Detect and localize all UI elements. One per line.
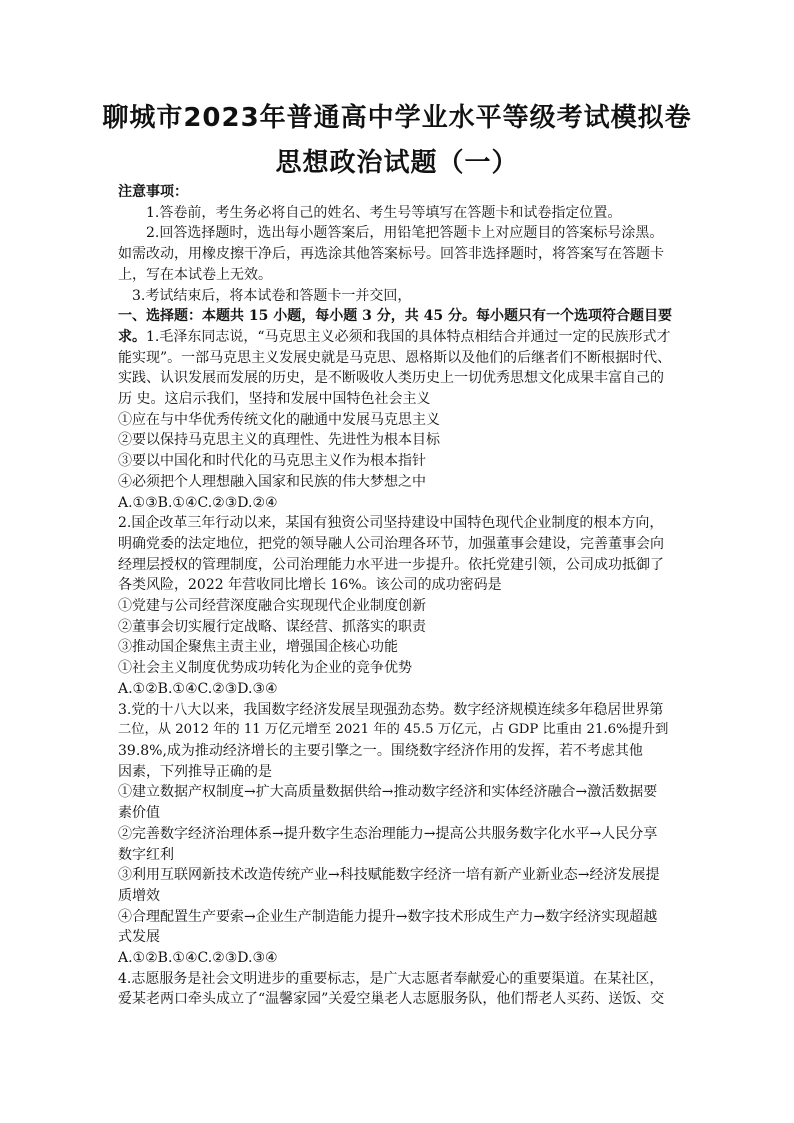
q2-line-1: 2.国企改革三年行动以来，某国有独资公司坚持建设中国特色现代企业制度的根本方向， [118, 515, 664, 532]
q3-option-4-line-2: 式发展 [118, 929, 160, 946]
exam-title: 聊城市2023年普通高中学业水平等级考试模拟卷 [102, 103, 692, 133]
q3-option-3-line-1: ③利用互联网新技术改造传统产业→科技赋能数字经济一培有新产业新业态→经济发展提 [118, 867, 660, 884]
q1-option-1: ①应在与中华优秀传统文化的融通中发展马克思主义 [118, 411, 440, 428]
section-1-heading-end: 求。 [118, 328, 146, 345]
q4-line-1: 4.志愿服务是社会文明进步的重要标志，是广大志愿者奉献爱心的重要渠道。在某社区， [118, 970, 664, 987]
q2-option-2: ②董事会切实履行定战略、谋经营、抓落实的职责 [118, 618, 426, 635]
q1-line-2: 能实现”。一部马克思主义发展史就是马克思、恩格斯以及他们的后继者们不断根据时代、 [118, 349, 672, 366]
notice-heading: 注意事项： [118, 184, 188, 200]
q3-line-2: 二位，从 2012 年的 11 万亿元增至 2021 年的 45.5 万亿元，占 GDP 比重由 21.6%提升到 [118, 722, 669, 738]
q2-line-4: 各类风险，2022 年营收同比增长 16%。该公司的成功密码是 [118, 577, 502, 594]
q3-line-3: 39.8%,成为推动经济增长的主要引擎之一。围绕数字经济作用的发挥，若不考虑其他 [118, 742, 643, 759]
notice-item-1: 1.答卷前，考生务必将自己的姓名、考生号等填写在答题卡和试卷指定位置。 [146, 204, 622, 221]
section-1-heading: 一、选择题：本题共 15 小题，每小题 3 分，共 45 分。每小题只有一个选项符合题目要 [118, 308, 672, 325]
notice-item-3: 3.考试结束后，将本试卷和答题卡一并交回， [132, 287, 412, 304]
q2-option-3: ③推动国企聚焦主责主业，增强国企核心功能 [118, 639, 398, 656]
q1-line-1 [118, 327, 678, 348]
q1-option-3: ③要以中国化和时代化的马克思主义作为根本指针 [118, 453, 426, 470]
q3-option-4-line-1: ④合理配置生产要索→企业生产制造能力提升→数字技术形成生产力→数字经济实现超越 [118, 908, 658, 925]
exam-subtitle: 思想政治试题（一） [275, 148, 519, 178]
exam-body [118, 182, 678, 1010]
q1-option-4: ④必须把个人理想融入国家和民族的伟大梦想之中 [118, 473, 426, 490]
q4-line-2: 爱某老两口牵头成立了“温馨家园”关爱空巢老人志愿服务队，他们帮老人买药、送饭、交 [118, 991, 665, 1008]
q1-option-2: ②要以保持马克思主义的真理性、先进性为根本目标 [118, 432, 440, 449]
notice-item-2-line-2: 如需改动，用橡皮擦干净后，再选涂其他答案标号。回答非选择题时，将答案写在答题卡 [118, 246, 664, 263]
q2-option-4: ①社会主义制度优势成功转化为企业的竞争优势 [118, 660, 412, 677]
q1-line-4: 历 史。这启示我们，坚持和发展中国特色社会主义 [118, 391, 431, 408]
q3-line-1: 3.党的十八大以来，我国数字经济发展呈现强劲态势。数字经济规模连续多年稳居世界第 [118, 701, 664, 718]
q3-choices: A.①②B.①④C.②③D.③④ [118, 950, 278, 967]
q3-option-2-line-1: ②完善数字经济治理体系→提升数字生态治理能力→提高公共服务数字化水平→人民分享 [118, 825, 658, 842]
q3-option-1-line-1: ①建立数据产权制度→扩大高质量数据供给→推动数字经济和实体经济融合→激活数据要 [118, 784, 658, 801]
q2-option-1: ①党建与公司经营深度融合实现现代企业制度创新 [118, 598, 426, 615]
q3-line-4: 因素，下列推导正确的是 [118, 763, 272, 780]
q1-choices: A.①③B.①④C.②③D.②④ [118, 494, 278, 511]
q2-line-2: 明确党委的法定地位，把党的领导融人公司治理各环节，加强董事会建设，完善董事会向 [118, 535, 664, 552]
notice-item-2-line-3: 上，写在本试卷上无效。 [118, 266, 272, 283]
q1-line-3: 实践、认识发展而发展的历史，是不断吸收人类历史上一切优秀思想文化成果丰富自己的 [118, 370, 664, 387]
notice-item-2-line-1: 2.回答选择题时，选出每小题答案后，用铅笔把答题卡上对应题目的答案标号涂黑。 [146, 225, 664, 242]
q1-stem-start: 1.毛泽东同志说，“马克思主义必须和我国的具体特点相结合并通过一定的民族形式才 [146, 328, 671, 345]
q2-choices: A.①②B.①④C.②③D.③④ [118, 680, 278, 697]
q3-option-1-line-2: 素价值 [118, 805, 160, 822]
q2-line-3: 经理层授权的管理制度，公司治理能力水平进一步提升。依托党建引领，公司成功抵御了 [118, 556, 664, 573]
q3-option-2-line-2: 数字红利 [118, 846, 174, 863]
q3-option-3-line-2: 质增效 [118, 887, 160, 904]
